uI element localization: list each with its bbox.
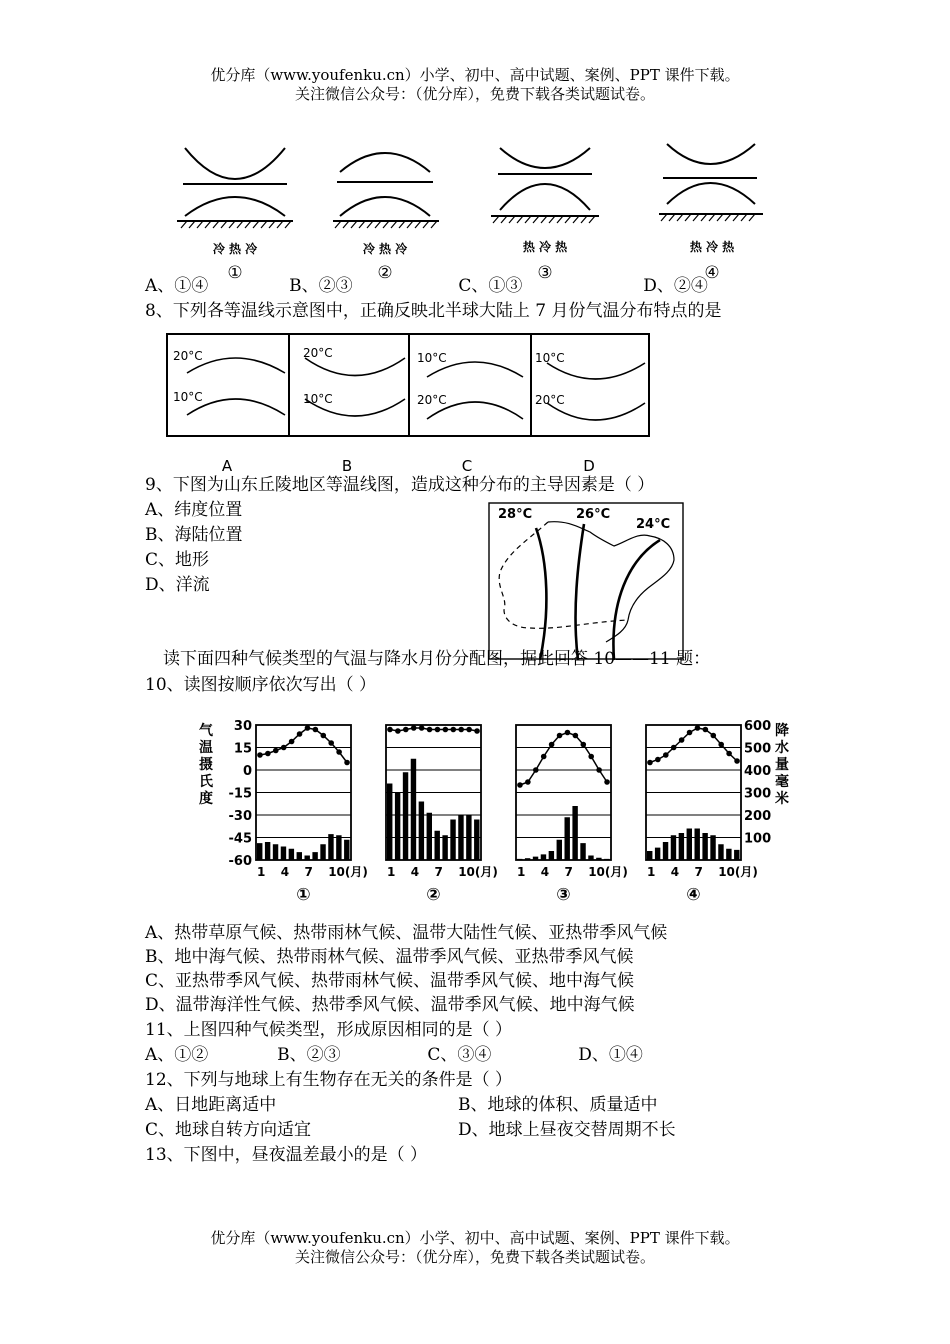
month-tick-label: 7 <box>434 865 443 879</box>
temperature-point <box>427 727 433 733</box>
q9-option-a[interactable]: A、纬度位置 <box>145 500 243 520</box>
q7-option-d[interactable]: D、②④ <box>643 276 708 296</box>
q9-stem: 9、下图为山东丘陵地区等温线图，造成这种分布的主导因素是（ ） <box>145 475 655 495</box>
temperature-point <box>655 757 661 763</box>
precip-bar <box>403 772 408 860</box>
q8-panel-a <box>173 349 285 475</box>
precip-bar <box>525 858 530 860</box>
precip-bar <box>320 844 325 860</box>
precip-bar <box>695 829 700 861</box>
q7-labels-1: 冷 热 冷 <box>212 242 258 256</box>
precip-axis-label-char: 毫 <box>775 774 789 790</box>
month-tick-label: 4 <box>410 865 420 879</box>
precip-bar <box>450 820 455 861</box>
temp-tick-label: -60 <box>228 854 252 869</box>
precip-bar <box>273 844 278 860</box>
q11-option-b[interactable]: B、②③ <box>277 1045 341 1065</box>
temperature-point <box>395 728 401 734</box>
precip-bar <box>647 851 652 860</box>
q7-diagram-2 <box>333 153 439 283</box>
precip-bar <box>466 815 471 860</box>
month-tick-label: 4 <box>280 865 290 879</box>
svg-text:20°C: 20°C <box>173 349 203 363</box>
svg-text:C: C <box>461 457 473 475</box>
temp-axis-label-char: 氏 <box>199 774 213 790</box>
temp-tick-label: 30 <box>233 719 252 734</box>
precip-tick-label: 600 <box>744 719 772 734</box>
q9-option-d[interactable]: D、洋流 <box>145 575 210 595</box>
temperature-point <box>474 728 480 734</box>
precip-bar <box>533 857 538 860</box>
temperature-point <box>671 745 677 751</box>
precip-bar <box>679 833 684 860</box>
precip-bar <box>557 840 562 860</box>
precip-tick-label: 100 <box>744 831 772 847</box>
precip-bar <box>265 842 270 860</box>
footer-line-1: 优分库（www.youfenku.cn）小学、初中、高中试题、案例、PPT 课件下载。 <box>210 1229 740 1247</box>
temperature-point <box>517 782 523 788</box>
header-line-2: 关注微信公众号：（优分库），免费下载各类试题试卷。 <box>294 85 655 103</box>
header-line-1: 优分库（www.youfenku.cn）小学、初中、高中试题、案例、PPT 课件下载。 <box>210 66 740 84</box>
temperature-point <box>419 725 425 731</box>
temperature-point <box>710 733 716 739</box>
precip-bar <box>663 842 668 860</box>
q7-option-c[interactable]: C、①③ <box>458 276 523 296</box>
precip-bar <box>312 852 317 860</box>
temperature-point <box>450 727 456 733</box>
temperature-point <box>336 749 342 755</box>
svg-text:10°C: 10°C <box>417 351 447 365</box>
climate-intro: 读下面四种气候类型的气温与降水月份分配图，据此回答 10——11 题： <box>163 649 711 669</box>
svg-text:20°C: 20°C <box>417 393 447 407</box>
temperature-point <box>443 727 449 733</box>
svg-text:28°C: 28°C <box>498 507 533 522</box>
temperature-point <box>281 745 287 751</box>
month-tick-label: 4 <box>540 865 550 879</box>
month-tick-label: 10(月) <box>588 865 628 879</box>
precip-bar <box>297 852 302 860</box>
temperature-point <box>663 752 669 758</box>
month-tick-label: 10(月) <box>458 865 498 879</box>
q12-option-d[interactable]: D、地球上昼夜交替周期不长 <box>458 1120 676 1140</box>
temperature-point <box>573 733 579 739</box>
precip-bar <box>734 850 739 860</box>
temperature-point <box>265 751 271 757</box>
q7-diagram-1 <box>177 148 293 283</box>
temperature-point <box>289 739 295 745</box>
temperature-point <box>695 725 701 731</box>
q7-num-4: ④ <box>704 263 720 283</box>
precip-bar <box>517 859 522 860</box>
precip-bar <box>411 759 416 860</box>
precip-bar <box>419 802 424 861</box>
precip-bar <box>710 835 715 860</box>
temperature-point <box>257 752 263 758</box>
svg-text:26°C: 26°C <box>576 507 611 522</box>
q11-option-c[interactable]: C、③④ <box>427 1045 492 1065</box>
precip-bar <box>427 813 432 860</box>
precip-bar <box>541 854 546 860</box>
precip-tick-label: 500 <box>744 741 772 757</box>
q8-panel-d <box>535 351 645 475</box>
q7-diagram-4 <box>659 144 763 283</box>
temp-axis-label-char: 度 <box>199 791 213 807</box>
q7-options <box>145 275 708 297</box>
precip-bar <box>718 844 723 860</box>
month-tick-label: 1 <box>256 865 266 879</box>
temperature-point <box>273 748 279 754</box>
temperature-point <box>458 727 464 733</box>
temperature-point <box>403 727 409 733</box>
svg-text:20°C: 20°C <box>303 346 333 360</box>
precip-bar <box>458 815 463 860</box>
temp-tick-label: 15 <box>233 741 252 757</box>
temp-axis-label-char: 摄 <box>199 757 213 773</box>
q7-labels-2: 冷 热 冷 <box>362 242 408 256</box>
precip-bar <box>726 849 731 860</box>
temp-tick-label: -45 <box>228 831 252 847</box>
temperature-point <box>596 767 602 773</box>
precip-bar <box>257 843 262 860</box>
temperature-point <box>344 760 350 766</box>
precip-axis-label-char: 水 <box>775 740 789 756</box>
svg-text:10°C: 10°C <box>303 392 333 406</box>
temperature-point <box>525 779 531 785</box>
precip-bar <box>655 848 660 860</box>
temperature-point <box>557 733 563 739</box>
q11-options <box>145 1044 643 1066</box>
temperature-point <box>703 727 709 733</box>
month-tick-label: 7 <box>694 865 703 879</box>
svg-text:24°C: 24°C <box>636 517 671 532</box>
climate-charts <box>196 715 796 905</box>
temp-tick-label: -30 <box>228 809 252 824</box>
temperature-point <box>687 730 693 736</box>
q9-option-b[interactable]: B、海陆位置 <box>145 525 243 545</box>
temp-tick-label: 0 <box>242 764 252 779</box>
q9-option-c[interactable]: C、地形 <box>145 550 210 570</box>
precip-bar <box>588 856 593 861</box>
temperature-point <box>549 742 555 748</box>
temperature-line <box>520 733 607 786</box>
q7-option-b[interactable]: B、②③ <box>289 276 353 296</box>
precip-bar <box>572 806 577 860</box>
temperature-point <box>580 742 586 748</box>
month-tick-label: 7 <box>304 865 313 879</box>
svg-text:10°C: 10°C <box>173 390 203 404</box>
temperature-point <box>387 727 393 733</box>
q7-num-3: ③ <box>537 263 553 283</box>
precip-bar <box>387 784 392 861</box>
q12-option-a[interactable]: A、日地距离适中 <box>145 1095 277 1115</box>
temperature-point <box>588 754 594 760</box>
precip-bar <box>549 851 554 860</box>
precip-bar <box>671 835 676 860</box>
precip-bar <box>687 829 692 861</box>
temperature-point <box>435 727 441 733</box>
q7-num-2: ② <box>377 263 393 283</box>
q7-num-1: ① <box>227 263 243 283</box>
temp-axis-label-char: 气 <box>199 723 213 739</box>
precip-axis-label-char: 米 <box>775 791 789 807</box>
temperature-point <box>565 730 571 736</box>
svg-text:A: A <box>221 457 233 475</box>
precip-tick-label: 200 <box>744 809 772 824</box>
precip-bar <box>395 793 400 861</box>
temperature-point <box>734 758 740 764</box>
q7-labels-3: 热 冷 热 <box>522 240 568 254</box>
precip-bar <box>565 817 570 860</box>
q11-option-d[interactable]: D、①④ <box>578 1045 643 1065</box>
month-tick-label: 10(月) <box>328 865 368 879</box>
temperature-line <box>650 728 737 763</box>
temperature-point <box>305 725 311 731</box>
temperature-point <box>533 767 539 773</box>
temperature-point <box>466 727 472 733</box>
precip-bar <box>328 834 333 860</box>
q12-stem: 12、下列与地球上有生物存在无关的条件是（ ） <box>145 1070 513 1090</box>
climate-panel-number: ② <box>426 885 441 905</box>
footer-line-2: 关注微信公众号：（优分库），免费下载各类试题试卷。 <box>294 1248 655 1266</box>
q8-panel-c <box>417 351 523 475</box>
q8-stem: 8、下列各等温线示意图中，正确反映北半球大陆上 7 月份气温分布特点的是 <box>145 301 722 321</box>
q10-option-b[interactable]: B、地中海气候、热带雨林气候、温带季风气候、亚热带季风气候 <box>145 947 634 967</box>
month-tick-label: 7 <box>564 865 573 879</box>
precip-bar <box>596 858 601 860</box>
month-tick-label: 1 <box>516 865 526 879</box>
precip-bar <box>580 843 585 860</box>
q12-option-c[interactable]: C、地球自转方向适宜 <box>145 1120 312 1140</box>
q13-stem: 13、下图中，昼夜温差最小的是（ ） <box>145 1145 428 1165</box>
svg-text:20°C: 20°C <box>535 393 565 407</box>
q8-isotherm-panels <box>165 333 655 475</box>
q8-panel-b <box>303 346 405 475</box>
q10-option-a[interactable]: A、热带草原气候、热带雨林气候、温带大陆性气候、亚热带季风气候 <box>145 923 668 943</box>
temperature-point <box>647 760 653 766</box>
precip-bar <box>289 849 294 860</box>
q7-labels-4: 热 冷 热 <box>689 240 735 254</box>
precip-bar <box>604 859 609 860</box>
q7-diagrams <box>165 138 785 286</box>
svg-text:10°C: 10°C <box>535 351 565 365</box>
svg-text:D: D <box>583 457 595 475</box>
precip-bar <box>336 835 341 860</box>
temperature-point <box>328 740 334 746</box>
month-tick-label: 4 <box>670 865 680 879</box>
temperature-point <box>604 779 610 785</box>
q7-diagram-3 <box>491 148 599 283</box>
climate-panel-number: ④ <box>686 885 701 905</box>
q10-option-c[interactable]: C、亚热带季风气候、热带雨林气候、温带季风气候、地中海气候 <box>145 971 635 991</box>
month-tick-label: 10(月) <box>718 865 758 879</box>
precip-axis-label-char: 量 <box>775 757 789 773</box>
q12-option-b[interactable]: B、地球的体积、质量适中 <box>458 1095 658 1115</box>
temperature-point <box>320 733 326 739</box>
precip-axis-label-char: 降 <box>775 723 789 739</box>
month-tick-label: 1 <box>646 865 656 879</box>
temperature-point <box>718 742 724 748</box>
precip-tick-label: 400 <box>744 764 772 779</box>
svg-text:B: B <box>341 457 353 475</box>
precip-bar <box>344 840 349 860</box>
q10-option-d[interactable]: D、温带海洋性气候、热带季风气候、温带季风气候、地中海气候 <box>145 995 635 1015</box>
q10-stem: 10、读图按顺序依次写出（ ） <box>145 675 377 695</box>
precip-bar <box>305 856 310 861</box>
temp-axis-label-char: 温 <box>199 740 213 756</box>
climate-panel-number: ① <box>296 885 311 905</box>
month-tick-label: 1 <box>386 865 396 879</box>
climate-panel-number: ③ <box>556 885 571 905</box>
temperature-point <box>297 731 303 737</box>
q7-option-a[interactable]: A、①④ <box>145 276 209 296</box>
temperature-point <box>313 727 319 733</box>
precip-bar <box>281 847 286 861</box>
q9-isotherm-map <box>488 502 686 662</box>
precip-bar <box>702 833 707 860</box>
q11-option-a[interactable]: A、①② <box>145 1045 209 1065</box>
temperature-line <box>260 728 347 763</box>
temperature-point <box>679 737 685 743</box>
q11-stem: 11、上图四种气候类型，形成原因相同的是（ ） <box>145 1020 513 1040</box>
temp-tick-label: -15 <box>228 786 252 802</box>
temperature-point <box>541 754 547 760</box>
temperature-point <box>726 751 732 757</box>
precip-tick-label: 300 <box>744 786 772 802</box>
precip-bar <box>435 831 440 860</box>
temperature-point <box>411 725 417 731</box>
precip-bar <box>442 835 447 860</box>
precip-bar <box>474 820 479 861</box>
